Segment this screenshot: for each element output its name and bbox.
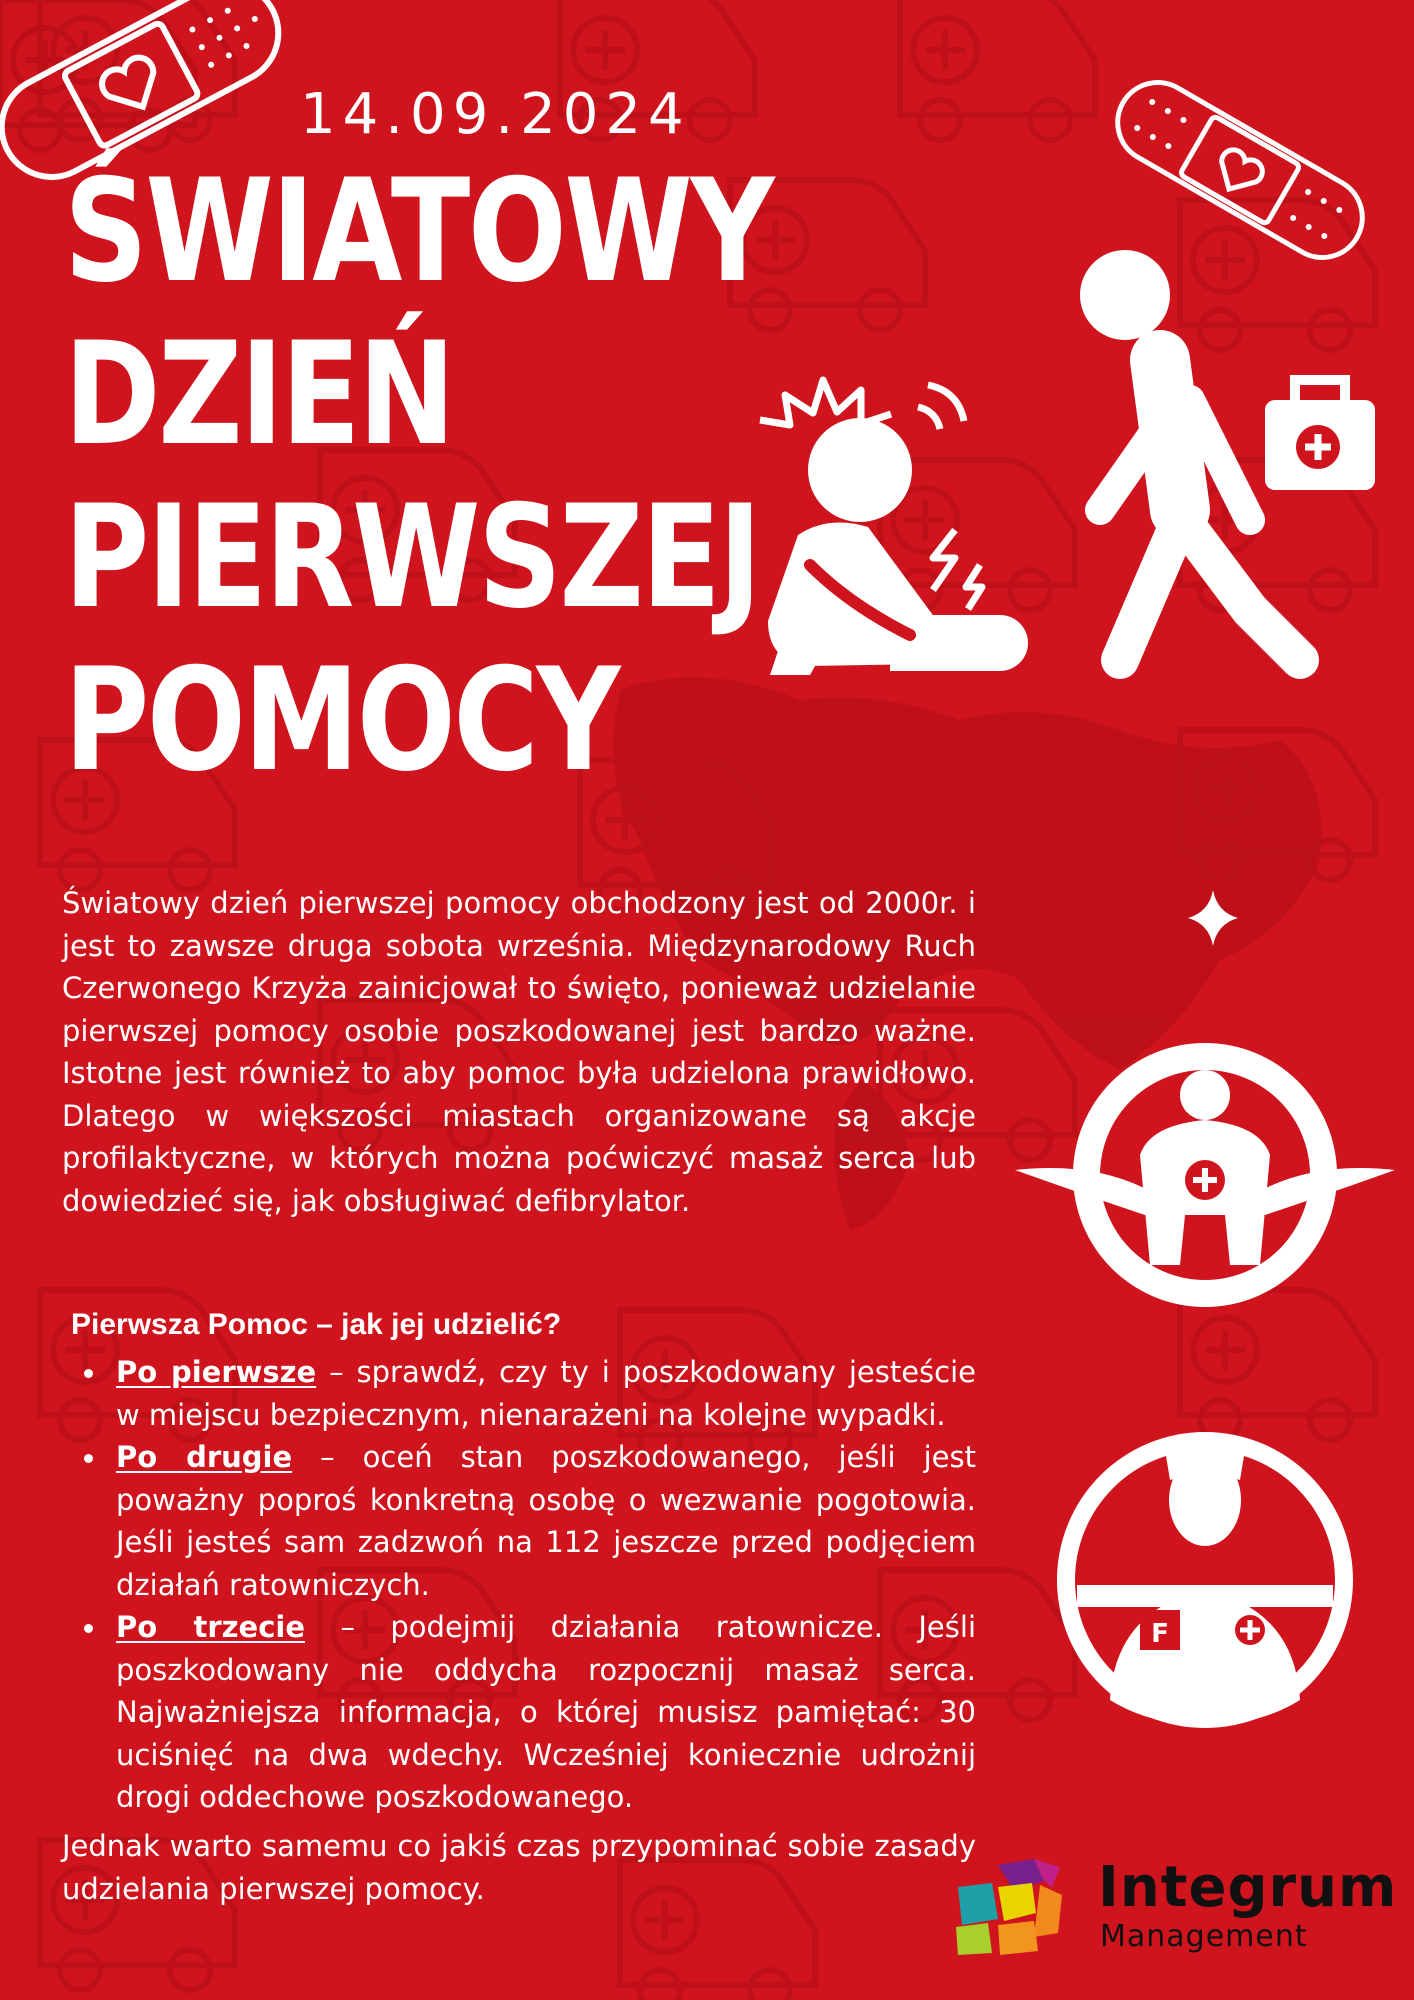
step-text: – sprawdź, czy ty i poszkodowany jesteście w miejscu bezpiecznym, nienarażeni na kolejne wypadki. (116, 1355, 976, 1432)
intro-paragraph: Światowy dzień pierwszej pomocy obchodzony jest od 2000r. i jest to zawsze druga sobota września. Międzynarodowy Ruch Czerwonego Krzyża zainicjował to święto, ponieważ udzielanie pierwszej pomocy osobie poszkodowanej jest bardzo ważne. Istotne jest również to aby pomoc była udzielona prawidłowo. Dlatego w większości miastach organizowane są akcje profilaktyczne, w których można poćwiczyć masaż serca lub dowiedzieć się, jak obsługiwać defibrylator. (62, 886, 976, 1218)
bullet-icon (84, 1369, 93, 1378)
steps-heading: Pierwsza Pomoc – jak jej udzielić? (71, 1308, 562, 1341)
step-lead: Po drugie (116, 1440, 293, 1474)
bullet-icon (84, 1454, 93, 1463)
integrum-logo-icon (950, 1857, 1070, 1957)
svg-text:F: F (1151, 1619, 1169, 1649)
title-line: DZIEŃ (64, 312, 454, 477)
step-text: – podejmij działania ratownicze. Jeśli poszkodowany nie oddycha rozpocznij masaż serca. Najważniejsza informacja, o której musisz pamiętać: 30 uciśnięć na dwa wdechy. Wcześniej koniecznie udrożnij drogi oddechowe poszkodowanego. (116, 1610, 976, 1814)
closing-paragraph: Jednak warto samemu co jakiś czas przypominać sobie zasady udzielania pierwszej pomocy. (62, 1829, 976, 1906)
winged-rescuer-emblem-icon (1015, 1040, 1395, 1310)
list-item (70, 1606, 976, 1819)
title-line: PIERWSZEJ (64, 475, 760, 640)
step-lead: Po trzecie (116, 1610, 306, 1644)
bullet-icon (84, 1624, 93, 1633)
steps-list (70, 1351, 976, 1819)
list-item (70, 1436, 976, 1606)
step-lead: Po pierwsze (116, 1355, 317, 1389)
event-date: 14.09.2024 (300, 82, 691, 147)
injured-person-icon (740, 365, 1040, 685)
logo-name: Integrum (1098, 1855, 1398, 1920)
paramedic-portrait-icon (1055, 1430, 1355, 1730)
page-title (64, 150, 772, 802)
sparkle-icon (1188, 890, 1238, 946)
title-line: ŚWIATOWY (64, 149, 773, 314)
step-text: – oceń stan poszkodowanego, jeśli jest poważny poproś konkretną osobę o wezwanie pogotowia. Jeśli jesteś sam zadzwoń na 112 jeszcze przed podjęciem działań ratowniczych. (116, 1440, 976, 1602)
bandage-icon (1090, 70, 1390, 270)
company-logo (950, 1855, 1398, 1965)
rescuer-with-first-aid-kit-icon (1060, 250, 1390, 690)
logo-subtitle: Management (1100, 1919, 1308, 1954)
list-item (70, 1351, 976, 1436)
title-line: POMOCY (64, 638, 619, 803)
